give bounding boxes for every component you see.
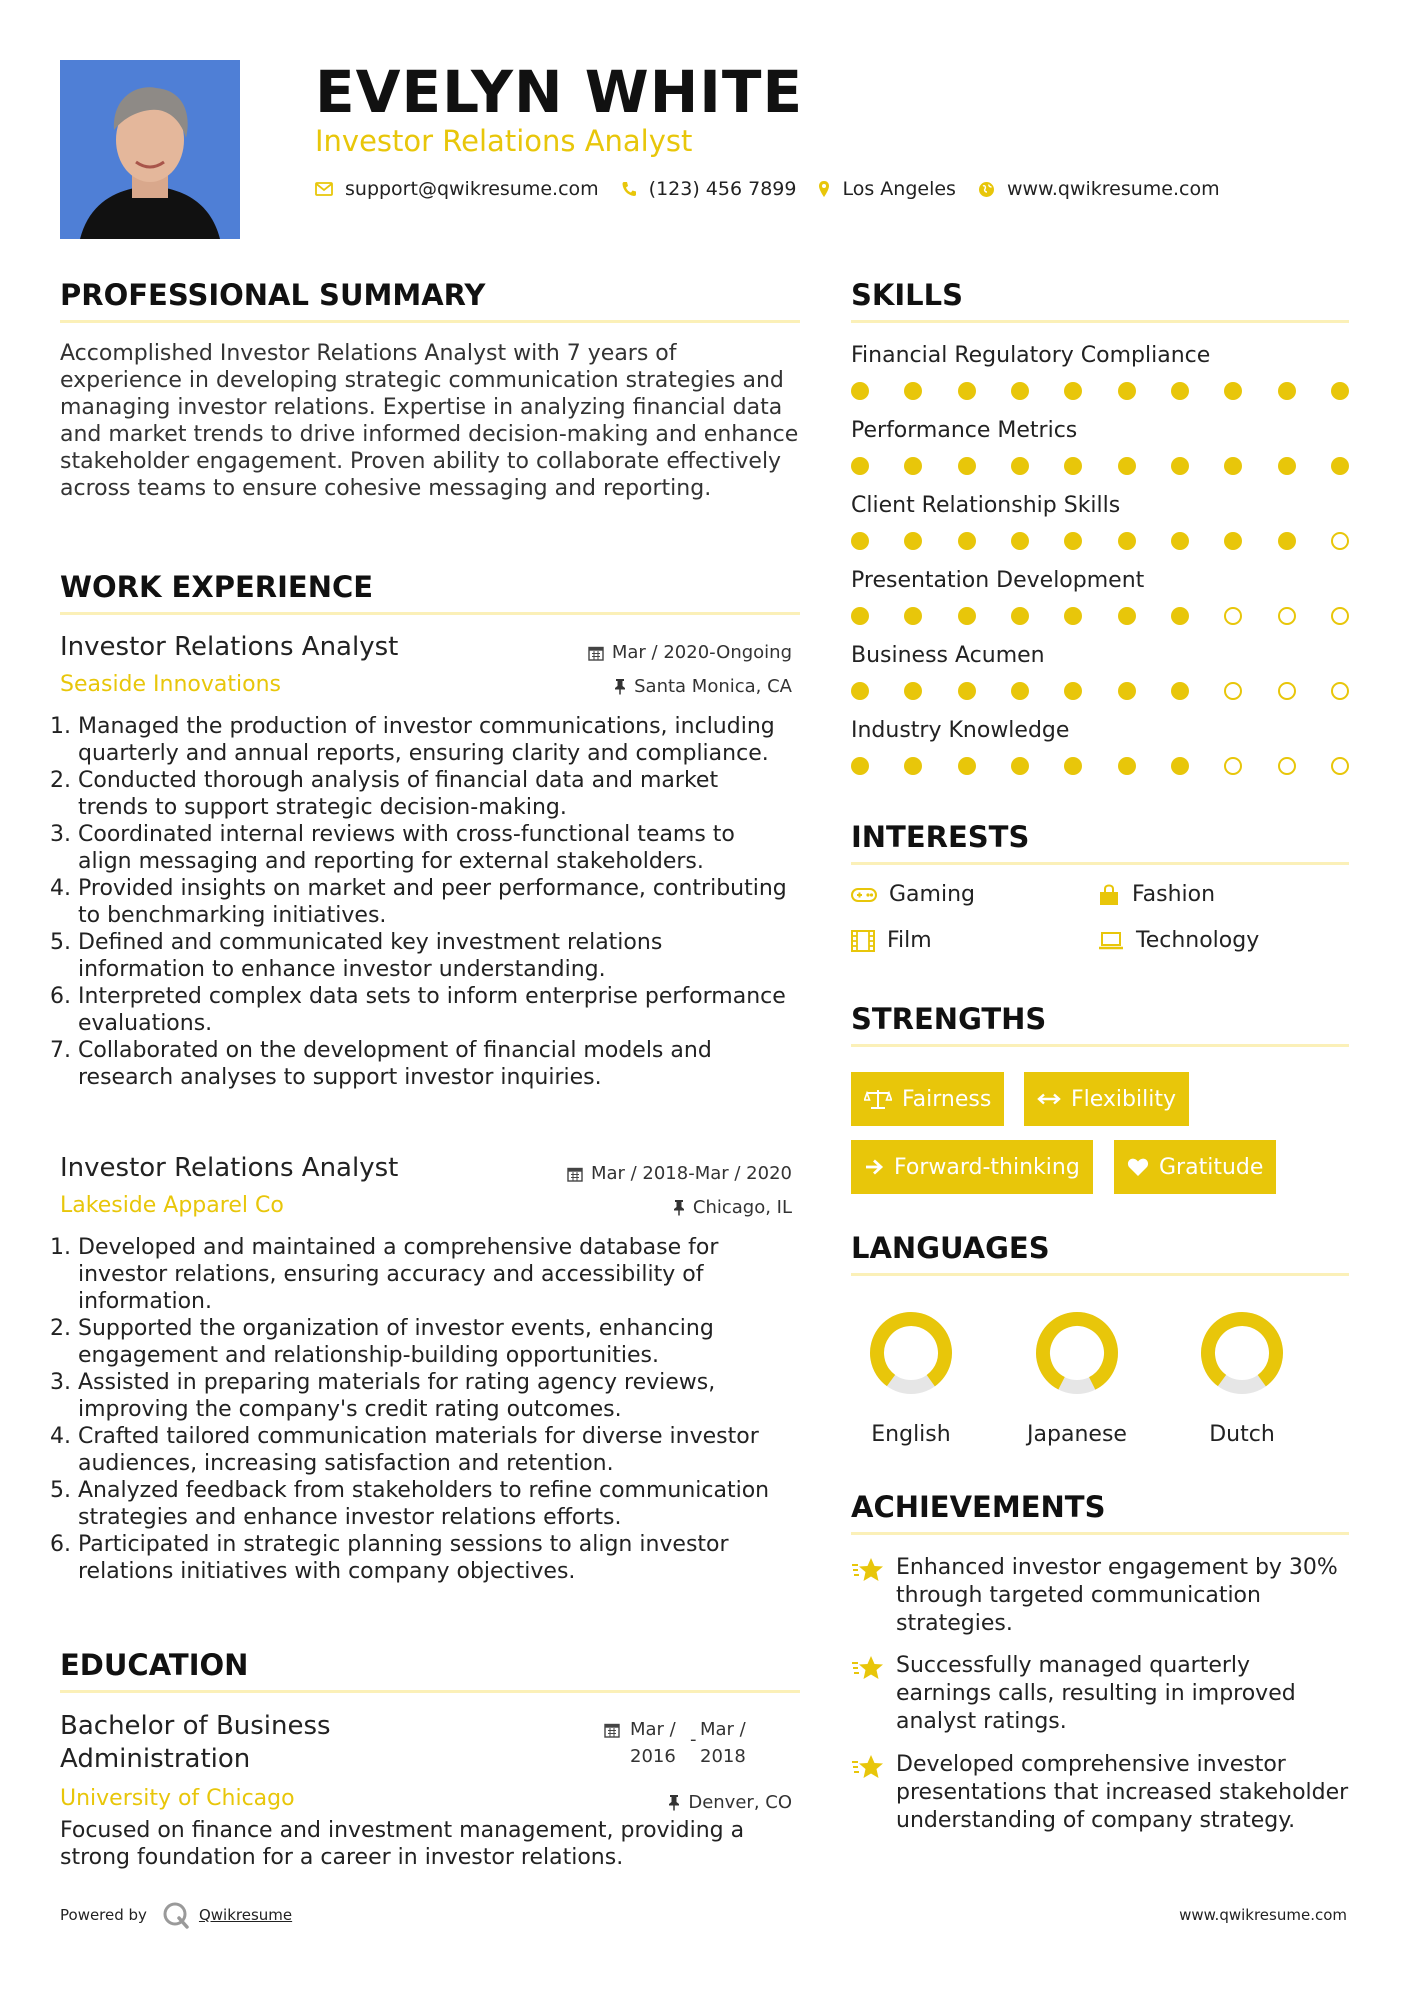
skill-dot-filled xyxy=(1171,757,1189,775)
skill-dot-filled xyxy=(904,682,922,700)
education-description: Focused on finance and investment management, providing a strong foundation for a career in investor relations. xyxy=(60,1818,745,1870)
achievement-text: Developed comprehensive investor presentations that increased stakeholder understanding of company strategy. xyxy=(896,1752,1349,1833)
skill-dot-filled xyxy=(1171,532,1189,550)
calendar-icon xyxy=(604,1722,620,1738)
strength-chip xyxy=(1114,1140,1276,1194)
interest-label: Gaming xyxy=(889,882,975,907)
skill-rating xyxy=(851,757,1349,775)
skill-dot-filled xyxy=(851,757,869,775)
skill-dot-empty xyxy=(1331,532,1349,550)
skill-dot-filled xyxy=(1064,757,1082,775)
achievement-item xyxy=(851,1652,1351,1736)
experience-heading: WORK EXPERIENCE xyxy=(60,570,374,604)
language-item xyxy=(851,1308,971,1447)
strength-label: Flexibility xyxy=(1071,1086,1176,1112)
language-item xyxy=(1182,1308,1302,1447)
job-title: Investor Relations Analyst xyxy=(60,1153,399,1183)
job-location-text: Santa Monica, CA xyxy=(634,676,792,697)
star-icon xyxy=(851,1556,885,1588)
skill-dot-empty xyxy=(1331,607,1349,625)
contact-bar xyxy=(315,178,1242,200)
skill-name: Financial Regulatory Compliance xyxy=(851,343,1211,368)
skill-dot-filled xyxy=(904,532,922,550)
education-end-date xyxy=(700,1716,750,1770)
skill-dot-filled xyxy=(1331,382,1349,400)
email-link[interactable]: support@qwikresume.com xyxy=(345,178,599,200)
job-location xyxy=(614,676,792,697)
skill-dot-filled xyxy=(1064,382,1082,400)
job-dates xyxy=(588,642,792,663)
job-entry xyxy=(60,632,792,1091)
skill-dot-filled xyxy=(1064,532,1082,550)
list-item: 2. Conducted thorough analysis of financial data and market trends to support strategic decision-making. xyxy=(78,767,792,821)
bag-icon xyxy=(1098,884,1120,906)
qwikresume-logo-icon xyxy=(161,1900,191,1930)
skill-dot-filled xyxy=(1011,757,1029,775)
skill-name: Client Relationship Skills xyxy=(851,493,1121,518)
skill-dot-filled xyxy=(851,532,869,550)
end-year: 2018 xyxy=(700,1746,746,1767)
strength-chip xyxy=(1024,1072,1189,1126)
achievement-item xyxy=(851,1751,1351,1835)
skill-dot-filled xyxy=(1118,757,1136,775)
pushpin-icon xyxy=(673,1199,685,1216)
skill-rating xyxy=(851,532,1349,550)
skill-dot-filled xyxy=(1118,532,1136,550)
language-ring xyxy=(1032,1308,1122,1398)
strengths-divider xyxy=(851,1044,1349,1047)
education-location-text: Denver, CO xyxy=(688,1792,792,1813)
skill-rating xyxy=(851,682,1349,700)
scale-icon xyxy=(864,1088,892,1110)
skill-dot-filled xyxy=(1224,382,1242,400)
skill-item xyxy=(851,568,1349,625)
language-name: Dutch xyxy=(1209,1422,1275,1447)
achievement-item xyxy=(851,1554,1351,1638)
school-name: University of Chicago xyxy=(60,1786,295,1811)
strengths-heading: STRENGTHS xyxy=(851,1002,1047,1036)
skill-dot-filled xyxy=(1011,682,1029,700)
summary-divider xyxy=(60,320,800,323)
skill-dot-filled xyxy=(1064,457,1082,475)
star-icon xyxy=(851,1654,885,1686)
education-location xyxy=(668,1792,792,1813)
profile-photo xyxy=(60,60,240,239)
phone-icon xyxy=(621,181,637,197)
skill-dot-filled xyxy=(1064,682,1082,700)
footer-website[interactable]: www.qwikresume.com xyxy=(1179,1906,1347,1924)
skill-dot-filled xyxy=(958,457,976,475)
skills-divider xyxy=(851,320,1349,323)
skill-dot-empty xyxy=(1224,757,1242,775)
skill-dot-filled xyxy=(1171,382,1189,400)
language-ring xyxy=(866,1308,956,1398)
calendar-icon xyxy=(588,645,604,661)
skill-dot-filled xyxy=(958,532,976,550)
pushpin-icon xyxy=(614,678,626,695)
achievement-text: Successfully managed quarterly earnings calls, resulting in improved analyst ratings. xyxy=(896,1653,1296,1734)
laptop-icon xyxy=(1098,932,1124,950)
languages-divider xyxy=(851,1273,1349,1276)
skill-dot-filled xyxy=(1224,457,1242,475)
interest-item xyxy=(851,882,975,907)
star-icon xyxy=(851,1753,885,1785)
skill-item xyxy=(851,343,1349,400)
achievements-heading: ACHIEVEMENTS xyxy=(851,1490,1106,1524)
phone-number[interactable]: (123) 456 7899 xyxy=(648,178,797,200)
skill-dot-filled xyxy=(904,607,922,625)
globe-icon xyxy=(978,181,995,198)
skill-dot-empty xyxy=(1278,757,1296,775)
job-duties-list xyxy=(60,1234,792,1585)
skill-dot-filled xyxy=(1118,382,1136,400)
powered-by-label: Powered by xyxy=(60,1906,147,1924)
skill-dot-filled xyxy=(1171,457,1189,475)
interest-item xyxy=(1098,928,1259,953)
date-separator: - xyxy=(690,1729,697,1750)
list-item: 5. Defined and communicated key investment relations information to enhance investor understanding. xyxy=(78,929,792,983)
skill-dot-filled xyxy=(851,382,869,400)
skill-dot-filled xyxy=(1118,457,1136,475)
skill-dot-filled xyxy=(1171,682,1189,700)
skill-item xyxy=(851,643,1349,700)
job-duties-list xyxy=(60,713,792,1091)
interest-item xyxy=(1098,882,1215,907)
skill-name: Business Acumen xyxy=(851,643,1045,668)
skill-dot-filled xyxy=(1011,607,1029,625)
skill-dot-empty xyxy=(1224,682,1242,700)
skill-item xyxy=(851,718,1349,775)
job-company: Seaside Innovations xyxy=(60,672,281,697)
skill-item xyxy=(851,493,1349,550)
job-dates-text: Mar / 2020-Ongoing xyxy=(611,642,792,663)
degree-title: Bachelor of Business Administration xyxy=(60,1711,331,1774)
start-year: 2016 xyxy=(630,1746,676,1767)
list-item: 3. Coordinated internal reviews with cross-functional teams to align messaging and reporting for external stakeholders. xyxy=(78,821,792,875)
skill-dot-filled xyxy=(1171,607,1189,625)
interest-label: Fashion xyxy=(1132,882,1216,907)
skill-dot-filled xyxy=(904,382,922,400)
skill-dot-filled xyxy=(1011,457,1029,475)
skill-dot-filled xyxy=(851,457,869,475)
education-dates xyxy=(604,1716,750,1770)
job-company: Lakeside Apparel Co xyxy=(60,1193,284,1218)
languages-heading: LANGUAGES xyxy=(851,1231,1050,1265)
film-icon xyxy=(851,930,875,952)
location-text: Los Angeles xyxy=(842,178,956,200)
list-item: 7. Collaborated on the development of financial models and research analyses to support investor inquiries. xyxy=(78,1037,792,1091)
pushpin-icon xyxy=(668,1794,680,1811)
skill-dot-filled xyxy=(958,607,976,625)
strength-label: Gratitude xyxy=(1159,1154,1264,1180)
skill-dot-filled xyxy=(958,757,976,775)
skill-dot-filled xyxy=(1011,382,1029,400)
skill-dot-filled xyxy=(1118,607,1136,625)
arrows-horizontal-icon xyxy=(1037,1092,1061,1106)
email-icon xyxy=(315,182,333,196)
heart-icon xyxy=(1127,1157,1149,1177)
skill-name: Presentation Development xyxy=(851,568,1145,593)
list-item: 1. Developed and maintained a comprehensive database for investor relations, ensuring accuracy and accessibility of information. xyxy=(78,1234,792,1315)
language-name: Japanese xyxy=(1027,1422,1127,1447)
skill-dot-filled xyxy=(1278,532,1296,550)
interests-heading: INTERESTS xyxy=(851,820,1030,854)
strength-label: Forward-thinking xyxy=(894,1154,1080,1180)
language-name: English xyxy=(871,1422,951,1447)
strength-label: Fairness xyxy=(902,1086,992,1112)
footer-powered-by xyxy=(60,1900,292,1930)
skill-dot-filled xyxy=(1331,457,1349,475)
end-month: Mar / xyxy=(700,1719,746,1740)
skill-dot-filled xyxy=(1278,382,1296,400)
interests-divider xyxy=(851,862,1349,865)
skill-dot-filled xyxy=(1278,457,1296,475)
skill-dot-filled xyxy=(1118,682,1136,700)
interest-label: Technology xyxy=(1136,928,1260,953)
education-start-date xyxy=(630,1716,690,1770)
skill-name: Industry Knowledge xyxy=(851,718,1070,743)
website-link[interactable]: www.qwikresume.com xyxy=(1006,178,1220,200)
job-dates xyxy=(567,1163,792,1184)
skill-dot-filled xyxy=(958,682,976,700)
list-item: 6. Participated in strategic planning sessions to align investor relations initiatives with company objectives. xyxy=(78,1531,792,1585)
job-dates-text: Mar / 2018-Mar / 2020 xyxy=(590,1163,792,1184)
arrow-right-icon xyxy=(864,1158,884,1176)
education-heading: EDUCATION xyxy=(60,1648,249,1682)
interest-label: Film xyxy=(887,928,932,953)
skill-dot-filled xyxy=(904,457,922,475)
job-location xyxy=(673,1197,792,1218)
list-item: 5. Analyzed feedback from stakeholders to refine communication strategies and enhance investor relations efforts. xyxy=(78,1477,792,1531)
achievements-divider xyxy=(851,1532,1349,1535)
skills-heading: SKILLS xyxy=(851,278,963,312)
brand-link[interactable]: Qwikresume xyxy=(198,1906,293,1924)
language-ring xyxy=(1197,1308,1287,1398)
job-title: Investor Relations Analyst xyxy=(60,632,399,662)
start-month: Mar / xyxy=(630,1719,676,1740)
list-item: 1. Managed the production of investor communications, including quarterly and annual reports, ensuring clarity and compliance. xyxy=(78,713,792,767)
education-divider xyxy=(60,1690,800,1693)
skill-dot-empty xyxy=(1224,607,1242,625)
skill-dot-filled xyxy=(1064,607,1082,625)
calendar-icon xyxy=(567,1166,583,1182)
summary-heading: PROFESSIONAL SUMMARY xyxy=(60,278,486,312)
skill-dot-filled xyxy=(958,382,976,400)
skill-name: Performance Metrics xyxy=(851,418,1078,443)
skill-dot-empty xyxy=(1331,757,1349,775)
skill-dot-empty xyxy=(1331,682,1349,700)
skill-dot-empty xyxy=(1278,607,1296,625)
skill-dot-filled xyxy=(1011,532,1029,550)
strength-chip xyxy=(851,1140,1093,1194)
gamepad-icon xyxy=(851,887,877,903)
skill-dot-filled xyxy=(904,757,922,775)
interest-item xyxy=(851,928,932,953)
skill-dot-filled xyxy=(851,682,869,700)
list-item: 3. Assisted in preparing materials for rating agency reviews, improving the company's credit rating outcomes. xyxy=(78,1369,792,1423)
list-item: 6. Interpreted complex data sets to inform enterprise performance evaluations. xyxy=(78,983,792,1037)
language-item xyxy=(1017,1308,1137,1447)
job-entry xyxy=(60,1153,792,1585)
strength-chip xyxy=(851,1072,1004,1126)
skill-dot-empty xyxy=(1278,682,1296,700)
job-location-text: Chicago, IL xyxy=(692,1197,792,1218)
skill-item xyxy=(851,418,1349,475)
skill-rating xyxy=(851,382,1349,400)
list-item: 4. Crafted tailored communication materials for diverse investor audiences, increasing satisfaction and retention. xyxy=(78,1423,792,1477)
skill-rating xyxy=(851,607,1349,625)
summary-text: Accomplished Investor Relations Analyst with 7 years of experience in developing strategic communication strategies and managing investor relations. Expertise in analyzing financial data and market trends to drive informed decision-making and enhance stakeholder engagement. Proven ability to collaborate effectively across teams to ensure cohesive messaging and reporting. xyxy=(60,341,799,501)
skill-dot-filled xyxy=(851,607,869,625)
skill-rating xyxy=(851,457,1349,475)
education-entry xyxy=(60,1710,792,1871)
candidate-role: Investor Relations Analyst xyxy=(315,124,693,158)
candidate-name: EVELYN WHITE xyxy=(315,58,804,126)
skill-dot-filled xyxy=(1224,532,1242,550)
achievement-text: Enhanced investor engagement by 30% through targeted communication strategies. xyxy=(896,1555,1338,1636)
location-pin-icon xyxy=(818,180,830,198)
list-item: 2. Supported the organization of investor events, enhancing engagement and relationship-building opportunities. xyxy=(78,1315,792,1369)
list-item: 4. Provided insights on market and peer performance, contributing to benchmarking initiatives. xyxy=(78,875,792,929)
experience-divider xyxy=(60,612,800,615)
